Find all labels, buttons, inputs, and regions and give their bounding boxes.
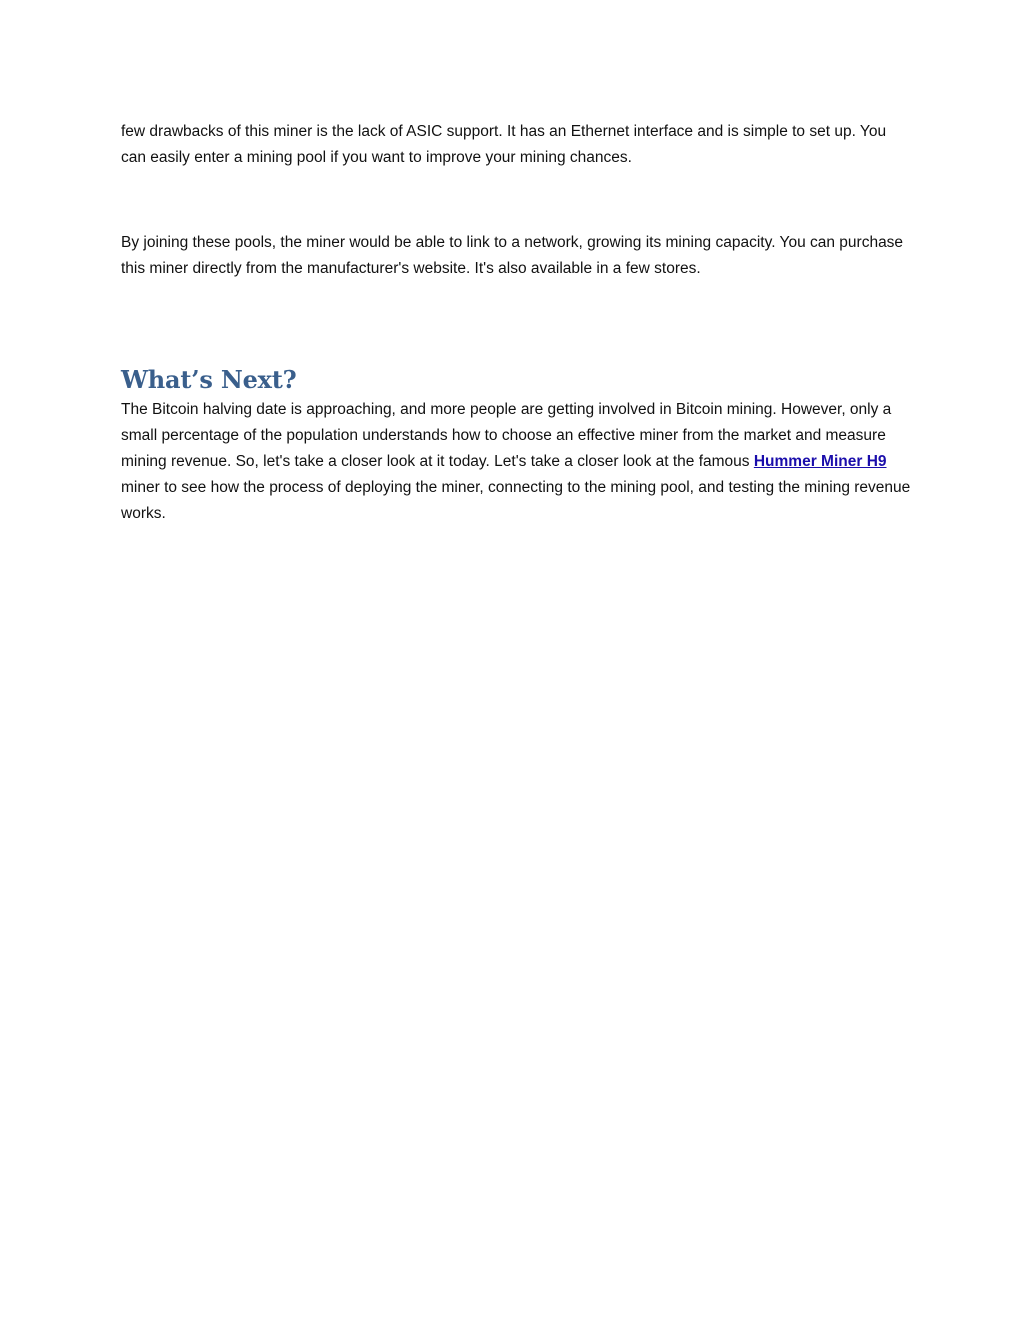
paragraph-halving-text-before: The Bitcoin halving date is approaching, and more people are getting involved in Bitcoin mining. However, only a small percentage of the population understands how to choose an effective miner from the market and measure mining revenue. So, let's take a closer look at it today. Let's take a closer look at the famous <box>121 401 892 470</box>
section-heading-whats-next: What’s Next? <box>121 365 297 394</box>
paragraph-halving-text-after: miner to see how the process of deploying the miner, connecting to the mining pool, and testing the mining revenue works. <box>121 479 911 522</box>
hummer-miner-h9-link[interactable]: Hummer Miner H9 <box>753 453 887 470</box>
paragraph-halving <box>121 397 911 527</box>
paragraph-pools: By joining these pools, the miner would be able to link to a network, growing its mining capacity. You can purchase this miner directly from the manufacturer's website. It's also available in a few stores. <box>121 234 904 277</box>
paragraph-drawbacks: few drawbacks of this miner is the lack of ASIC support. It has an Ethernet interface and is simple to set up. You can easily enter a mining pool if you want to improve your mining chances. <box>121 123 887 166</box>
document-content <box>121 119 911 527</box>
